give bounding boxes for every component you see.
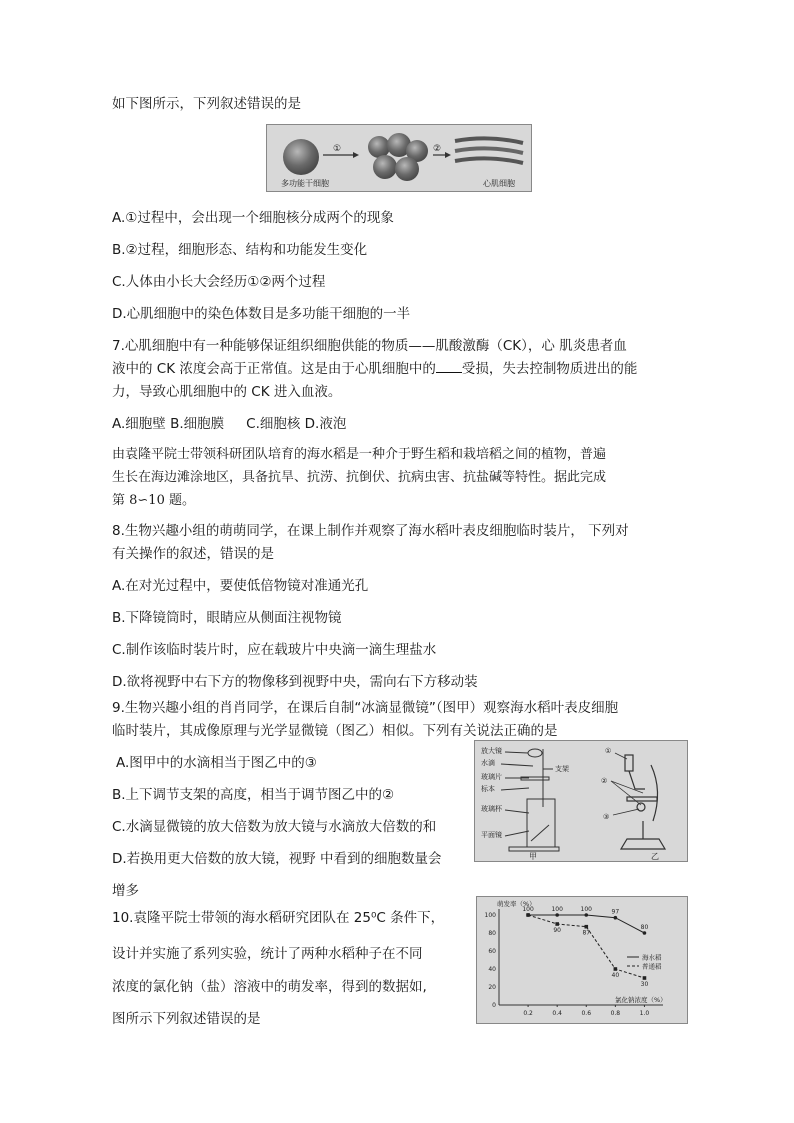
x-tick-label: 0.4	[552, 1010, 562, 1017]
data-point	[614, 967, 618, 971]
figure-b-pointer-lines	[611, 753, 643, 815]
q7-line-2-pre: 液中的 CK 浓度会高于正常值。这是由于心肌细胞中的	[112, 361, 436, 377]
data-label: 100	[580, 906, 592, 913]
q6-figure	[266, 124, 532, 192]
q9-option-d-cont: 增多	[112, 883, 139, 899]
legend-label-0: 海水稻	[642, 953, 662, 962]
q10-line-3: 浓度的氯化钠（盐）溶液中的萌发率，得到的数据如,	[112, 979, 427, 995]
q7-options	[112, 412, 346, 432]
y-tick-label: 40	[488, 966, 496, 973]
data-label: 90	[553, 927, 562, 934]
data-point	[555, 913, 559, 917]
stem-cell-image	[283, 139, 319, 175]
y-tick-label: 80	[488, 930, 496, 937]
q7-options-cd: C.细胞核 D.液泡	[246, 416, 347, 432]
q7-answer-blank	[436, 360, 462, 373]
q7-line-2-post: 受损，失去控制物质进出的能	[461, 361, 638, 377]
data-point	[643, 931, 647, 935]
q7-line-2	[112, 357, 637, 377]
q10-line-2: 设计并实施了系列实验，统计了两种水稻种子在不同	[112, 946, 423, 962]
intro-line-1: 由袁隆平院士带领科研团队培育的海水稻是一种介于野生稻和栽培稻之间的植物，普遍	[112, 447, 607, 462]
q8-stem-line-2: 有关操作的叙述，错误的是	[112, 546, 274, 562]
q10-line-4: 图所示下列叙述错误的是	[112, 1011, 261, 1027]
data-point	[584, 913, 588, 917]
q8-option-b: B.下降镜筒时，眼睛应从侧面注视物镜	[112, 610, 342, 626]
intro-line-2: 生长在海边滩涂地区，具备抗旱、抗涝、抗倒伏、抗病虫害、抗盐碱等特性。据此完成	[112, 470, 607, 485]
data-point	[643, 976, 647, 980]
q10-chart	[476, 896, 688, 1024]
cardiac-cell-label: 心肌细胞	[483, 179, 515, 188]
data-point	[614, 916, 618, 920]
label-specimen: 标本	[481, 785, 495, 793]
data-label: 40	[611, 972, 620, 979]
data-label: 97	[611, 908, 620, 916]
q9-option-d: D.若换用更大倍数的放大镜，视野 中看到的细胞数量会	[112, 851, 442, 867]
series-line-1	[528, 915, 644, 978]
q7-options-ab: A.细胞壁 B.细胞膜	[112, 416, 225, 432]
figure-a-drawing	[501, 749, 559, 851]
x-axis-label: 氯化钠浓度（%）	[615, 996, 667, 1004]
label-water-drop: 水滴	[481, 759, 495, 767]
q9-option-a: A.图甲中的水滴相当于图乙中的③	[116, 755, 317, 771]
intro-line-3: 第 8∽10 题。	[112, 493, 195, 508]
label-2: ②	[601, 777, 608, 785]
data-label: 80	[640, 924, 649, 931]
y-tick-label: 20	[488, 984, 496, 991]
q6-option-d: D.心肌细胞中的染色体数目是多功能干细胞的一半	[112, 306, 411, 322]
q6-option-a: A.①过程中，会出现一个细胞核分成两个的现象	[112, 210, 394, 226]
q9-option-c: C.水滴显微镜的放大倍数为放大镜与水滴放大倍数的和	[112, 819, 437, 835]
x-tick-label: 1.0	[639, 1010, 650, 1017]
q6-option-b: B.②过程，细胞形态、结构和功能发生变化	[112, 242, 368, 258]
label-3: ③	[603, 813, 610, 821]
q9-stem-line-1: 9.生物兴趣小组的肖肖同学，在课后自制“冰滴显微镜”（图甲）观察海水稻叶表皮细胞	[112, 700, 619, 716]
label-magnifier: 放大镜	[481, 747, 502, 755]
y-tick-label: 0	[492, 1002, 496, 1009]
arrow-2-head	[445, 152, 451, 158]
y-tick-label: 60	[488, 948, 496, 955]
label-mirror: 平面镜	[481, 831, 502, 839]
label-glass-slide: 玻璃片	[481, 773, 502, 781]
x-tick-label: 0.8	[610, 1010, 621, 1017]
label-glass-cup: 玻璃杯	[481, 805, 502, 813]
arrow-2-label: ②	[433, 144, 442, 154]
q7-line-1: 7.心肌细胞中有一种能够保证组织细胞供能的物质——肌酸激酶（CK），心 肌炎患者血	[112, 338, 627, 354]
q9-stem-line-2: 临时装片，其成像原理与光学显微镜（图乙）相似。下列有关说法正确的是	[112, 723, 558, 739]
data-point	[584, 925, 588, 929]
y-axis-label: 萌发率（%）	[497, 900, 536, 908]
arrow-1-head	[353, 152, 359, 158]
q7-line-3: 力，导致心肌细胞中的 CK 进入血液。	[112, 384, 342, 400]
data-label: 30	[640, 981, 649, 988]
x-tick-label: 0.2	[523, 1010, 533, 1017]
q8-option-d: D.欲将视野中右下方的物像移到视野中央，需向右下方移动装	[112, 674, 478, 690]
data-label: 100	[551, 906, 563, 913]
q10-line-1: 10.袁隆平院士带领的海水稻研究团队在 25⁰C 条件下，	[112, 910, 445, 926]
figure-b-microscope	[621, 755, 665, 849]
data-label: 100	[522, 906, 534, 913]
stem-cell-label: 多功能干细胞	[281, 179, 329, 188]
q8-stem-line-1: 8.生物兴趣小组的萌萌同学，在课上制作并观察了海水稻叶表皮细胞临时装片， 下列对	[112, 523, 629, 539]
cell-cluster-image	[368, 133, 428, 181]
figure-a-labels	[481, 746, 569, 839]
caption-a: 甲	[529, 852, 537, 861]
label-1: ①	[605, 747, 612, 755]
q8-option-a: A.在对光过程中，要使低倍物镜对准通光孔	[112, 578, 369, 594]
data-point	[526, 913, 530, 917]
legend-label-1: 普通稻	[642, 962, 662, 971]
data-label: 87	[582, 929, 591, 937]
q9-option-b: B.上下调节支架的高度，相当于调节图乙中的②	[112, 787, 395, 803]
caption-b: 乙	[651, 852, 659, 861]
cardiac-fibers-image	[455, 138, 523, 163]
q6-stem: 如下图所示，下列叙述错误的是	[112, 96, 301, 112]
q9-figure	[474, 740, 688, 862]
q8-option-c: C.制作该临时装片时，应在载玻片中央滴一滴生理盐水	[112, 642, 437, 658]
x-tick-label: 0.6	[581, 1010, 592, 1017]
data-point	[555, 922, 559, 926]
q6-option-c: C.人体由小长大会经历①②两个过程	[112, 274, 326, 290]
y-tick-label: 100	[484, 912, 496, 919]
arrow-1-label: ①	[333, 144, 342, 154]
label-support: 支架	[555, 765, 569, 773]
